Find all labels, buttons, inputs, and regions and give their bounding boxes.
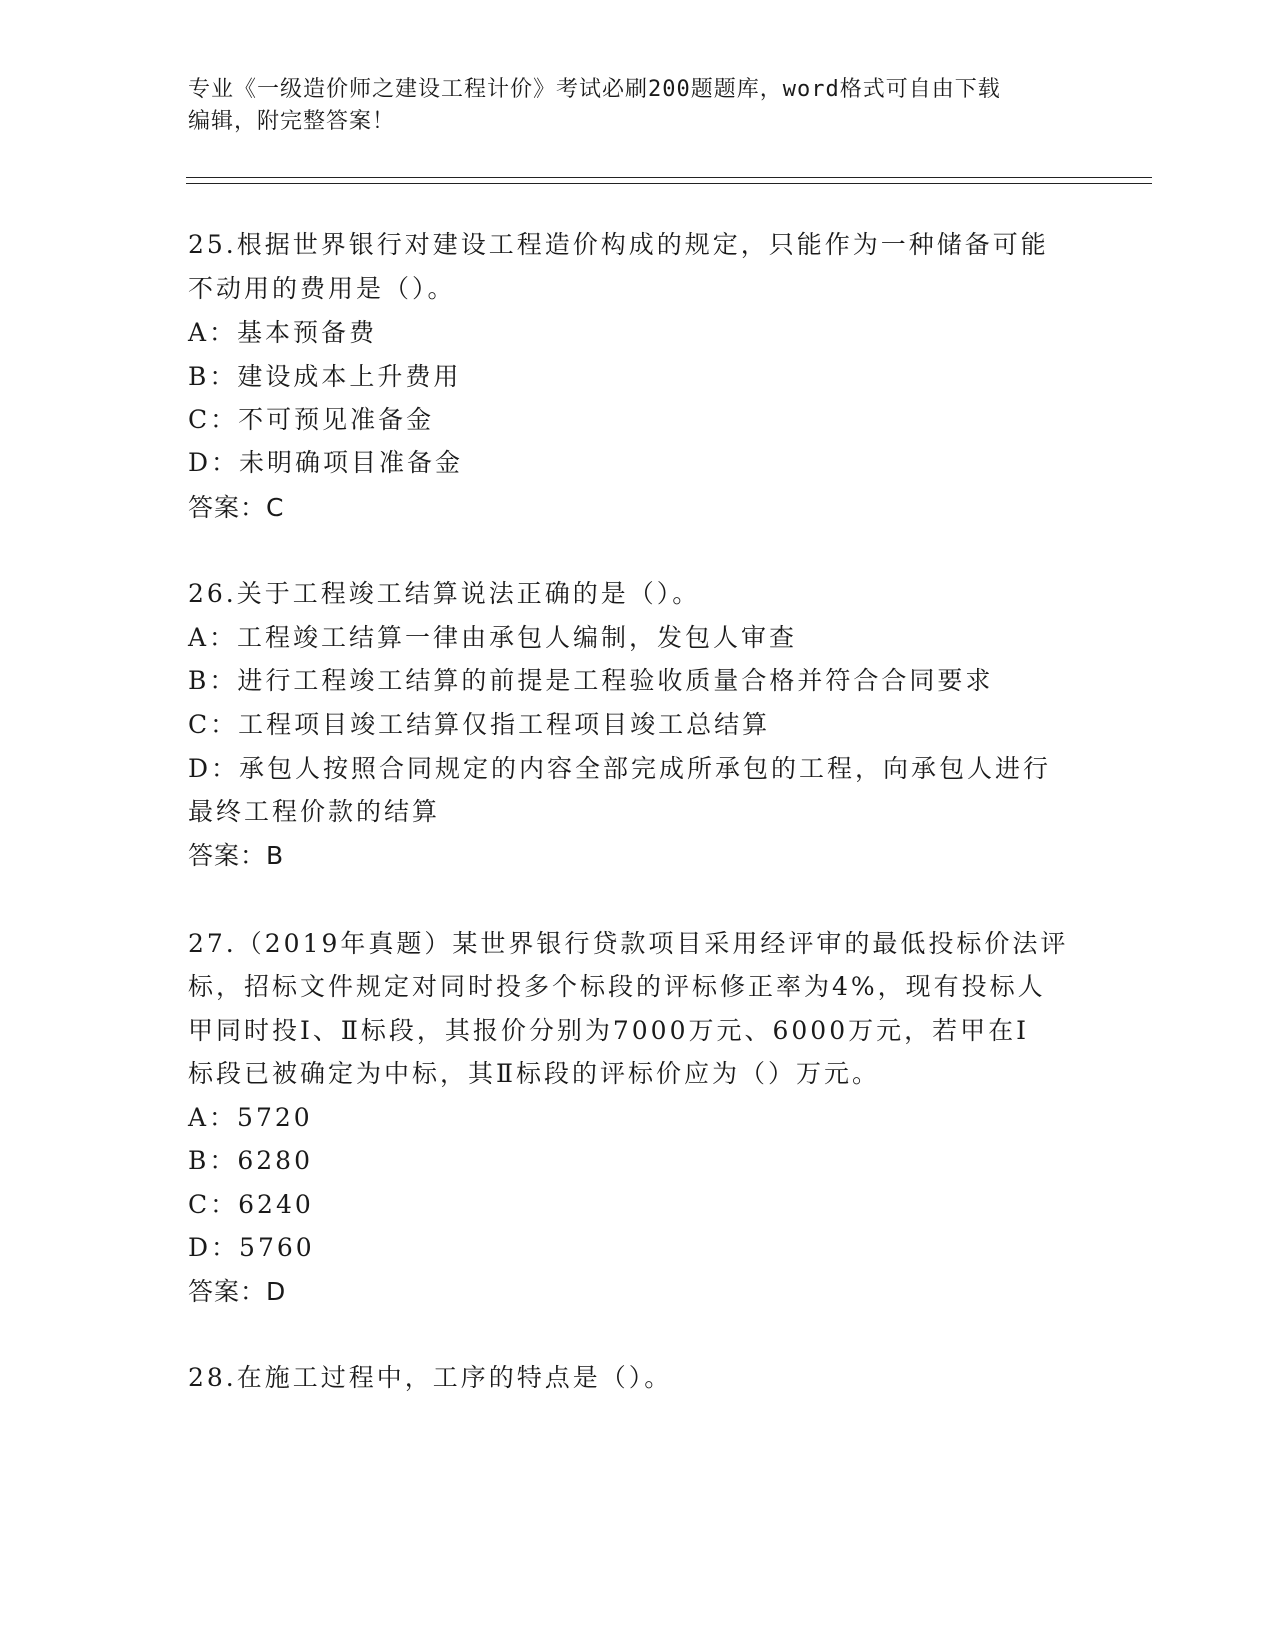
question-27-option-c: C：6240 [188, 1190, 314, 1219]
document-header [188, 74, 1088, 138]
question-27-option-d: D：5760 [188, 1233, 315, 1262]
question-26-option-a: A：工程竣工结算一律由承包人编制，发包人审查 [188, 623, 798, 652]
question-26-stem-line-1: 26.关于工程竣工结算说法正确的是（）。 [188, 579, 701, 608]
question-25-option-d: D：未明确项目准备金 [188, 448, 464, 477]
question-27-stem-line-3: 甲同时投Ⅰ、Ⅱ标段，其报价分别为7000万元、6000万元，若甲在Ⅰ [188, 1016, 1029, 1045]
question-27-stem-line-1: 27.（2019年真题）某世界银行贷款项目采用经评审的最低投标价法评 [188, 929, 1069, 958]
question-26-option-c: C：工程项目竣工结算仅指工程项目竣工总结算 [188, 710, 771, 739]
question-25-option-c: C：不可预见准备金 [188, 405, 435, 434]
question-28-stem-line-1: 28.在施工过程中，工序的特点是（）。 [188, 1363, 673, 1392]
header-line-1: 专业《一级造价师之建设工程计价》考试必刷200题题库，word格式可自由下载 [188, 77, 1001, 102]
question-26-answer: 答案：B [188, 841, 285, 870]
header-line-2: 编辑，附完整答案！ [188, 109, 396, 134]
question-26-option-d: D：承包人按照合同规定的内容全部完成所承包的工程，向承包人进行 [188, 754, 1052, 783]
header-divider-bottom [186, 183, 1152, 184]
question-26-option-b: B：进行工程竣工结算的前提是工程验收质量合格并符合合同要求 [188, 666, 994, 695]
question-26-option-d-continued: 最终工程价款的结算 [188, 797, 441, 826]
question-25-option-a: A：基本预备费 [188, 318, 378, 347]
question-27-answer: 答案：D [188, 1277, 287, 1306]
question-25-stem-line-1: 25.根据世界银行对建设工程造价构成的规定，只能作为一种储备可能 [188, 230, 1049, 259]
question-27-option-b: B：6280 [188, 1146, 313, 1175]
question-25-option-b: B：建设成本上升费用 [188, 362, 462, 391]
question-27-stem-line-4: 标段已被确定为中标，其Ⅱ标段的评标价应为（）万元。 [188, 1059, 880, 1088]
question-27-option-a: A：5720 [188, 1103, 313, 1132]
header-divider-top [186, 177, 1152, 178]
question-27-stem-line-2: 标，招标文件规定对同时投多个标段的评标修正率为4%，现有投标人 [188, 972, 1046, 1001]
question-25-answer: 答案：C [188, 493, 285, 522]
question-25-stem-line-2: 不动用的费用是（）。 [188, 274, 456, 303]
